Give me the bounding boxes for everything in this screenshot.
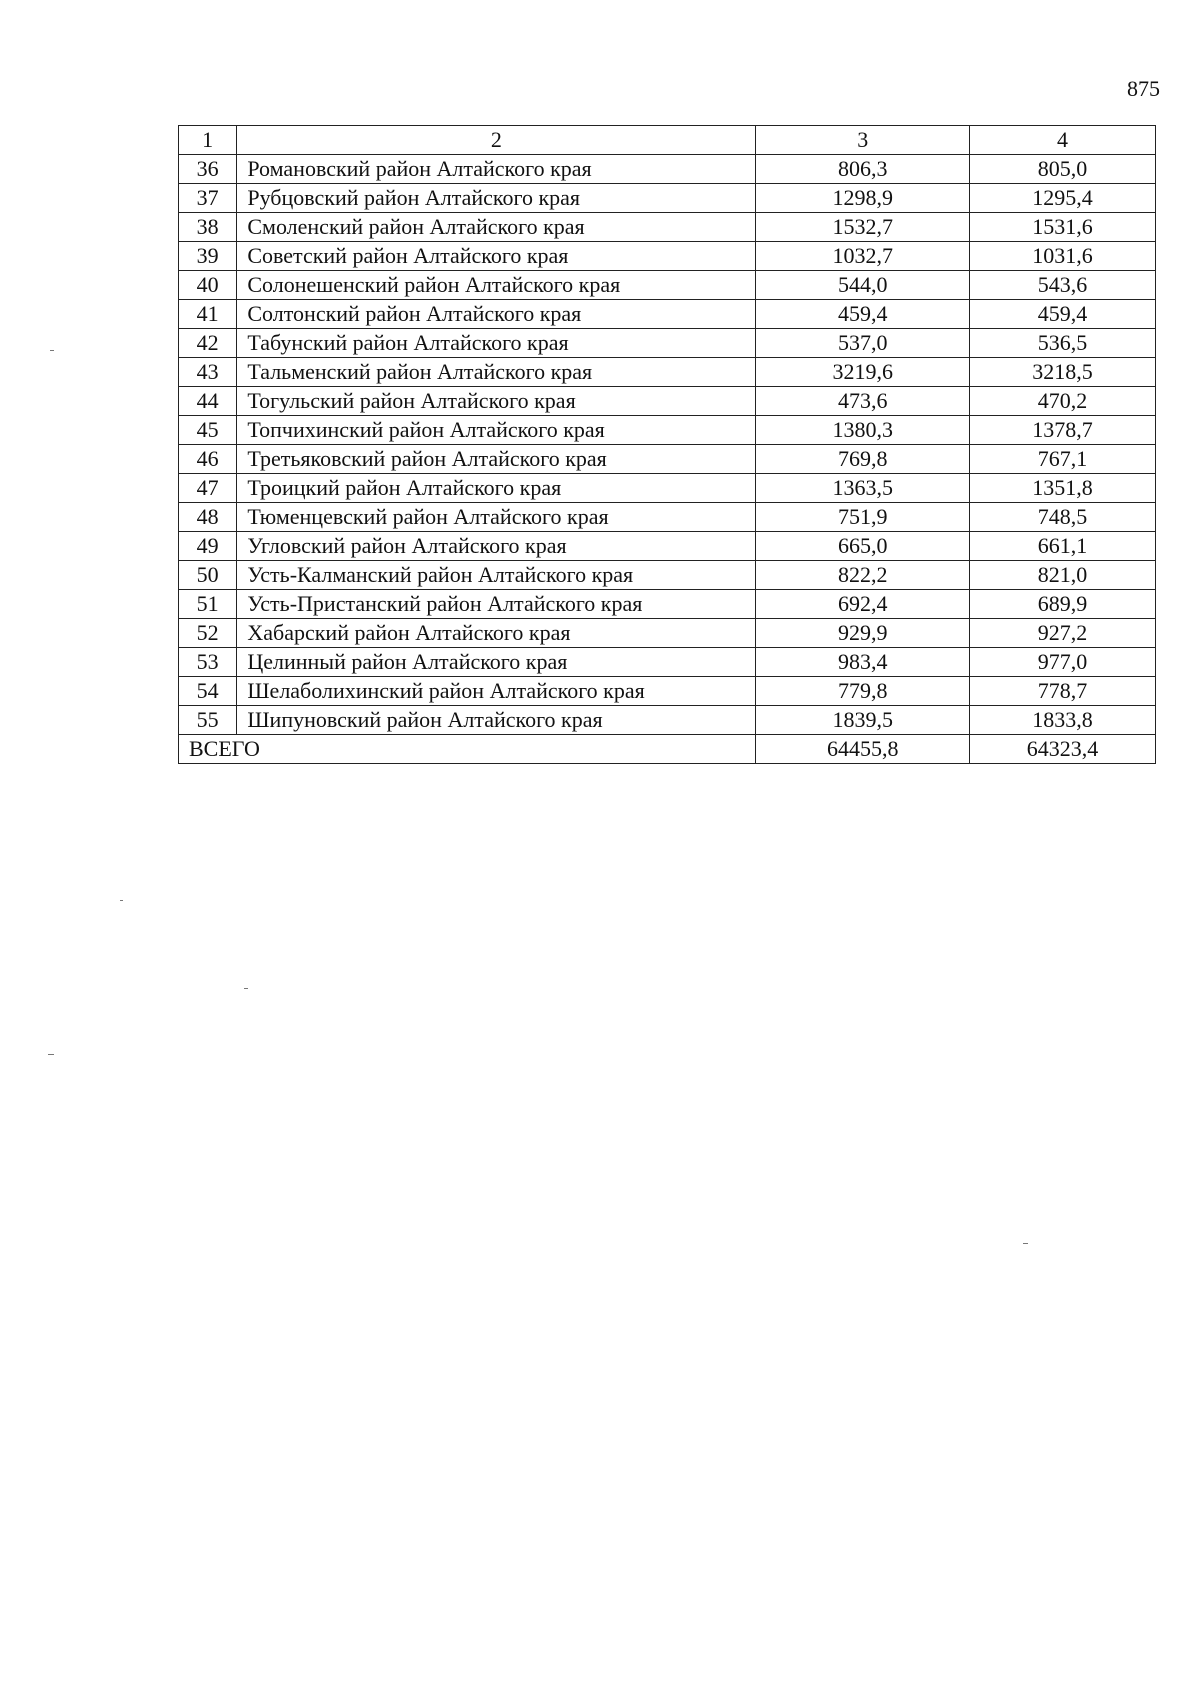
table-row — [179, 561, 1156, 590]
row-number-cell: 46 — [179, 445, 237, 474]
value-col3-cell: 473,6 — [756, 387, 970, 416]
district-name-cell: Шелаболихинский район Алтайского края — [237, 677, 756, 706]
value-col3-cell: 3219,6 — [756, 358, 970, 387]
value-col4-cell: 1378,7 — [969, 416, 1155, 445]
district-name-cell: Хабарский район Алтайского края — [237, 619, 756, 648]
table-row — [179, 242, 1156, 271]
row-number-cell: 51 — [179, 590, 237, 619]
district-name-cell: Солонешенский район Алтайского края — [237, 271, 756, 300]
district-name-cell: Шипуновский район Алтайского края — [237, 706, 756, 735]
value-col4-cell: 689,9 — [969, 590, 1155, 619]
value-col3-cell: 1363,5 — [756, 474, 970, 503]
table-row — [179, 532, 1156, 561]
scan-speck — [48, 1054, 54, 1055]
value-col4-cell: 1351,8 — [969, 474, 1155, 503]
row-number-cell: 36 — [179, 155, 237, 184]
value-col3-cell: 822,2 — [756, 561, 970, 590]
value-col3-cell: 1380,3 — [756, 416, 970, 445]
row-number-cell: 54 — [179, 677, 237, 706]
table-row — [179, 329, 1156, 358]
district-name-cell: Тальменский район Алтайского края — [237, 358, 756, 387]
table-body — [179, 126, 1156, 764]
district-name-cell: Усть-Калманский район Алтайского края — [237, 561, 756, 590]
row-number-cell: 48 — [179, 503, 237, 532]
value-col3-cell: 929,9 — [756, 619, 970, 648]
table-row — [179, 706, 1156, 735]
page-number: 875 — [1127, 76, 1160, 101]
row-number-cell: 47 — [179, 474, 237, 503]
value-col3-cell: 1532,7 — [756, 213, 970, 242]
value-col4-cell: 1295,4 — [969, 184, 1155, 213]
value-col3-cell: 537,0 — [756, 329, 970, 358]
value-col4-cell: 661,1 — [969, 532, 1155, 561]
data-table — [178, 125, 1156, 764]
value-col3-cell: 1298,9 — [756, 184, 970, 213]
row-number-cell: 39 — [179, 242, 237, 271]
row-number-cell: 44 — [179, 387, 237, 416]
scan-speck — [120, 900, 123, 901]
table-row — [179, 648, 1156, 677]
total-col4-cell: 64323,4 — [969, 735, 1155, 764]
district-name-cell: Усть-Пристанский район Алтайского края — [237, 590, 756, 619]
district-name-cell: Тогульский район Алтайского края — [237, 387, 756, 416]
district-name-cell: Советский район Алтайского края — [237, 242, 756, 271]
value-col4-cell: 778,7 — [969, 677, 1155, 706]
district-name-cell: Рубцовский район Алтайского края — [237, 184, 756, 213]
table-row — [179, 387, 1156, 416]
district-name-cell: Угловский район Алтайского края — [237, 532, 756, 561]
value-col4-cell: 1531,6 — [969, 213, 1155, 242]
value-col4-cell: 977,0 — [969, 648, 1155, 677]
value-col4-cell: 459,4 — [969, 300, 1155, 329]
table-row — [179, 474, 1156, 503]
value-col3-cell: 983,4 — [756, 648, 970, 677]
header-cell-1: 1 — [179, 126, 237, 155]
value-col4-cell: 543,6 — [969, 271, 1155, 300]
row-number-cell: 42 — [179, 329, 237, 358]
district-name-cell: Топчихинский район Алтайского края — [237, 416, 756, 445]
row-number-cell: 50 — [179, 561, 237, 590]
value-col3-cell: 1839,5 — [756, 706, 970, 735]
table-header-row — [179, 126, 1156, 155]
district-name-cell: Солтонский район Алтайского края — [237, 300, 756, 329]
row-number-cell: 38 — [179, 213, 237, 242]
value-col3-cell: 459,4 — [756, 300, 970, 329]
table-row — [179, 213, 1156, 242]
table-row — [179, 271, 1156, 300]
value-col3-cell: 692,4 — [756, 590, 970, 619]
value-col3-cell: 779,8 — [756, 677, 970, 706]
value-col4-cell: 1833,8 — [969, 706, 1155, 735]
scan-speck — [50, 350, 54, 351]
scan-speck — [1023, 1243, 1028, 1244]
row-number-cell: 49 — [179, 532, 237, 561]
table-row — [179, 358, 1156, 387]
value-col4-cell: 927,2 — [969, 619, 1155, 648]
row-number-cell: 40 — [179, 271, 237, 300]
value-col3-cell: 544,0 — [756, 271, 970, 300]
district-name-cell: Романовский район Алтайского края — [237, 155, 756, 184]
value-col4-cell: 821,0 — [969, 561, 1155, 590]
district-name-cell: Целинный район Алтайского края — [237, 648, 756, 677]
scan-speck — [244, 988, 248, 989]
row-number-cell: 45 — [179, 416, 237, 445]
value-col4-cell: 1031,6 — [969, 242, 1155, 271]
value-col4-cell: 470,2 — [969, 387, 1155, 416]
table-row — [179, 300, 1156, 329]
value-col4-cell: 3218,5 — [969, 358, 1155, 387]
district-name-cell: Третьяковский район Алтайского края — [237, 445, 756, 474]
value-col3-cell: 751,9 — [756, 503, 970, 532]
value-col4-cell: 748,5 — [969, 503, 1155, 532]
row-number-cell: 41 — [179, 300, 237, 329]
row-number-cell: 37 — [179, 184, 237, 213]
value-col4-cell: 805,0 — [969, 155, 1155, 184]
table-row — [179, 619, 1156, 648]
table-row — [179, 503, 1156, 532]
table-row — [179, 155, 1156, 184]
district-name-cell: Тюменцевский район Алтайского края — [237, 503, 756, 532]
total-label-cell: ВСЕГО — [179, 735, 756, 764]
header-cell-2: 2 — [237, 126, 756, 155]
row-number-cell: 53 — [179, 648, 237, 677]
header-cell-4: 4 — [969, 126, 1155, 155]
table-row — [179, 184, 1156, 213]
table-row — [179, 445, 1156, 474]
value-col3-cell: 806,3 — [756, 155, 970, 184]
value-col3-cell: 665,0 — [756, 532, 970, 561]
district-name-cell: Смоленский район Алтайского края — [237, 213, 756, 242]
row-number-cell: 55 — [179, 706, 237, 735]
table-row — [179, 590, 1156, 619]
value-col4-cell: 767,1 — [969, 445, 1155, 474]
district-name-cell: Табунский район Алтайского края — [237, 329, 756, 358]
row-number-cell: 43 — [179, 358, 237, 387]
total-col3-cell: 64455,8 — [756, 735, 970, 764]
table-row — [179, 416, 1156, 445]
value-col3-cell: 769,8 — [756, 445, 970, 474]
value-col3-cell: 1032,7 — [756, 242, 970, 271]
total-row — [179, 735, 1156, 764]
header-cell-3: 3 — [756, 126, 970, 155]
row-number-cell: 52 — [179, 619, 237, 648]
table-row — [179, 677, 1156, 706]
value-col4-cell: 536,5 — [969, 329, 1155, 358]
district-name-cell: Троицкий район Алтайского края — [237, 474, 756, 503]
